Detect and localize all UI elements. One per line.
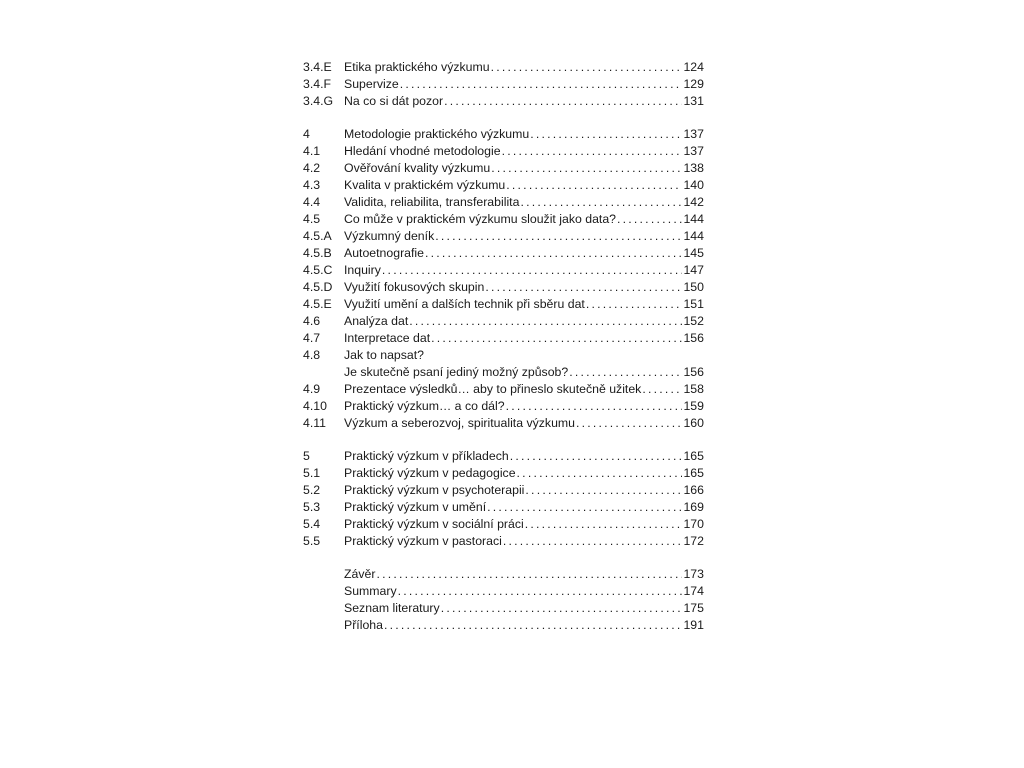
- entry-title: Seznam literatury: [344, 601, 440, 615]
- toc-entry[interactable]: [303, 262, 704, 279]
- entry-page: 124: [683, 60, 704, 74]
- entry-title: Interpretace dat: [344, 331, 431, 345]
- entry-number: 4.2: [303, 161, 321, 175]
- entry-number: 4.5.E: [303, 297, 332, 311]
- entry-number: [303, 566, 344, 583]
- dot-leader: [506, 398, 683, 415]
- entry-page: 172: [683, 534, 704, 548]
- entry-page: 165: [683, 449, 704, 463]
- toc-entry[interactable]: [303, 76, 704, 93]
- entry-number: 5.2: [303, 483, 321, 497]
- entry-title: Jak to napsat?: [344, 348, 424, 362]
- entry-page: 129: [683, 77, 704, 91]
- section-gap: [303, 550, 704, 566]
- entry-title: Analýza dat: [344, 314, 409, 328]
- entry-number: 4.5.C: [303, 263, 333, 277]
- entry-number: 3.4.F: [303, 77, 332, 91]
- dot-leader: [525, 482, 682, 499]
- toc-entry[interactable]: [303, 93, 704, 110]
- entry-page: 145: [683, 246, 704, 260]
- toc-entry[interactable]: [303, 465, 704, 482]
- entry-number: 4.3: [303, 178, 321, 192]
- toc-entry[interactable]: [303, 381, 704, 398]
- entry-title: Inquiry: [344, 263, 381, 277]
- entry-number: 4.5: [303, 212, 321, 226]
- dot-leader: [491, 160, 682, 177]
- entry-title: Co může v praktickém výzkumu sloužit jako data?: [344, 212, 617, 226]
- dot-leader: [384, 617, 683, 634]
- entry-page: 144: [683, 229, 704, 243]
- entry-title: Výzkumný deník: [344, 229, 435, 243]
- entry-page: 151: [683, 297, 704, 311]
- entry-number: 4.4: [303, 195, 321, 209]
- entry-number: [303, 583, 344, 600]
- entry-title: Výzkum a seberozvoj, spiritualita výzkumu: [344, 416, 575, 430]
- toc-entry[interactable]: [303, 617, 704, 634]
- dot-leader: [576, 415, 682, 432]
- entry-number: 5.1: [303, 466, 321, 480]
- entry-page: 152: [683, 314, 704, 328]
- dot-leader: [517, 465, 683, 482]
- toc-entry[interactable]: [303, 211, 704, 228]
- toc-entry[interactable]: [303, 583, 704, 600]
- toc-entry[interactable]: [303, 143, 704, 160]
- toc-entry[interactable]: [303, 448, 704, 465]
- entry-title: Příloha: [344, 618, 383, 632]
- dot-leader: [409, 313, 682, 330]
- entry-page: 169: [683, 500, 704, 514]
- toc-entry[interactable]: [303, 245, 704, 262]
- entry-number: 4.5.B: [303, 246, 332, 260]
- entry-number: 4.6: [303, 314, 321, 328]
- toc-entry[interactable]: [303, 177, 704, 194]
- toc-entry[interactable]: [303, 59, 704, 76]
- section-gap: [303, 110, 704, 126]
- dot-leader: [502, 143, 683, 160]
- entry-number: 4.10: [303, 399, 327, 413]
- dot-leader: [642, 381, 682, 398]
- dot-leader: [376, 566, 682, 583]
- toc-entry[interactable]: [303, 533, 704, 550]
- entry-page: 158: [683, 382, 704, 396]
- entry-title: Praktický výzkum… a co dál?: [344, 399, 505, 413]
- toc-entry[interactable]: [303, 347, 704, 364]
- entry-title: Validita, reliabilita, transferabilita: [344, 195, 520, 209]
- entry-number: 4: [303, 127, 310, 141]
- entry-page: 144: [683, 212, 704, 226]
- dot-leader: [441, 600, 683, 617]
- entry-number: 5.4: [303, 517, 321, 531]
- entry-title: Na co si dát pozor: [344, 94, 444, 108]
- entry-page: 174: [683, 584, 704, 598]
- entry-number: 5.3: [303, 500, 321, 514]
- entry-page: 150: [683, 280, 704, 294]
- entry-title: Hledání vhodné metodologie: [344, 144, 501, 158]
- dot-leader: [444, 93, 682, 110]
- entry-title: Metodologie praktického výzkumu: [344, 127, 530, 141]
- toc-entry[interactable]: [303, 415, 704, 432]
- toc-entry[interactable]: [303, 566, 704, 583]
- entry-number: 4.1: [303, 144, 321, 158]
- entry-number: 4.5.A: [303, 229, 332, 243]
- entry-page: 137: [683, 127, 704, 141]
- entry-number: 4.11: [303, 416, 327, 430]
- entry-title: Praktický výzkum v pedagogice: [344, 466, 516, 480]
- entry-number: 3.4.E: [303, 60, 332, 74]
- dot-leader: [382, 262, 683, 279]
- entry-title: Kvalita v praktickém výzkumu: [344, 178, 506, 192]
- entry-page: 160: [683, 416, 704, 430]
- entry-page: 131: [683, 94, 704, 108]
- dot-leader: [491, 59, 683, 76]
- entry-title: Je skutečně psaní jediný možný způsob?: [344, 365, 569, 379]
- dot-leader: [503, 533, 683, 550]
- toc-entry[interactable]: [303, 126, 704, 143]
- toc-entry[interactable]: [303, 160, 704, 177]
- entry-page: 142: [683, 195, 704, 209]
- entry-number: [303, 617, 344, 634]
- dot-leader: [525, 516, 683, 533]
- entry-number: 5: [303, 449, 310, 463]
- dot-leader: [485, 279, 682, 296]
- entry-page: 191: [683, 618, 704, 632]
- toc-entry[interactable]: [303, 482, 704, 499]
- toc-entry[interactable]: [303, 516, 704, 533]
- entry-title: Ověřování kvality výzkumu: [344, 161, 491, 175]
- entry-number: [303, 364, 344, 381]
- table-of-contents: [303, 59, 704, 634]
- entry-page: 159: [683, 399, 704, 413]
- entry-title: Etika praktického výzkumu: [344, 60, 490, 74]
- entry-title: Využití umění a dalších technik při sběru dat: [344, 297, 585, 311]
- toc-entry[interactable]: [303, 228, 704, 245]
- toc-entry[interactable]: [303, 600, 704, 617]
- entry-title: Praktický výzkum v příkladech: [344, 449, 509, 463]
- entry-number: 5.5: [303, 534, 321, 548]
- entry-page: 138: [683, 161, 704, 175]
- entry-page: 156: [683, 365, 704, 379]
- entry-page: 137: [683, 144, 704, 158]
- entry-title: Závěr: [344, 567, 376, 581]
- entry-title: Summary: [344, 584, 397, 598]
- dot-leader: [506, 177, 682, 194]
- dot-leader: [586, 296, 683, 313]
- entry-title: Využití fokusových skupin: [344, 280, 485, 294]
- dot-leader: [569, 364, 682, 381]
- entry-number: 4.7: [303, 331, 321, 345]
- entry-page: 165: [683, 466, 704, 480]
- entry-title: Praktický výzkum v psychoterapii: [344, 483, 525, 497]
- entry-title: Praktický výzkum v umění: [344, 500, 487, 514]
- entry-number: 4.5.D: [303, 280, 333, 294]
- entry-number: 4.9: [303, 382, 321, 396]
- entry-title: Supervize: [344, 77, 399, 91]
- dot-leader: [398, 583, 683, 600]
- dot-leader: [530, 126, 682, 143]
- dot-leader: [617, 211, 682, 228]
- entry-page: 173: [683, 567, 704, 581]
- toc-entry[interactable]: [303, 330, 704, 347]
- entry-title: Praktický výzkum v pastoraci: [344, 534, 502, 548]
- entry-title: Praktický výzkum v sociální práci: [344, 517, 524, 531]
- entry-page: 170: [683, 517, 704, 531]
- dot-leader: [520, 194, 682, 211]
- toc-entry[interactable]: [303, 398, 704, 415]
- toc-entry[interactable]: [303, 296, 704, 313]
- entry-page: 147: [683, 263, 704, 277]
- toc-entry[interactable]: [303, 279, 704, 296]
- toc-entry[interactable]: [303, 194, 704, 211]
- entry-number: 3.4.G: [303, 94, 334, 108]
- dot-leader: [435, 228, 682, 245]
- entry-title: Autoetnografie: [344, 246, 424, 260]
- toc-entry[interactable]: [303, 313, 704, 330]
- entry-page: 156: [683, 331, 704, 345]
- toc-entry[interactable]: [303, 364, 704, 381]
- toc-entry[interactable]: [303, 499, 704, 516]
- entry-page: 166: [683, 483, 704, 497]
- entry-title: Prezentace výsledků… aby to přineslo skutečně užitek: [344, 382, 642, 396]
- entry-number: [303, 600, 344, 617]
- entry-page: 140: [683, 178, 704, 192]
- dot-leader: [425, 245, 682, 262]
- dot-leader: [400, 76, 683, 93]
- section-gap: [303, 432, 704, 448]
- dot-leader: [431, 330, 682, 347]
- dot-leader: [487, 499, 682, 516]
- dot-leader: [510, 448, 683, 465]
- entry-page: 175: [683, 601, 704, 615]
- entry-number: 4.8: [303, 348, 321, 362]
